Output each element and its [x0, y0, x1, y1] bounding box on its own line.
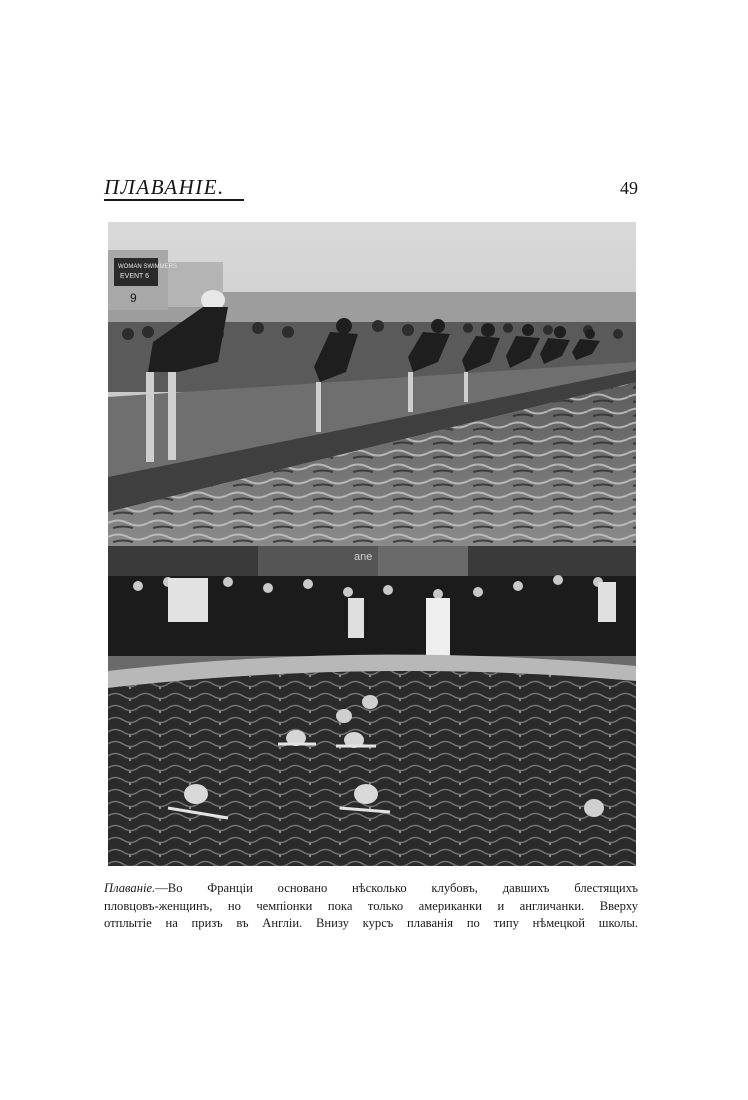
photo-swim-start-image [108, 222, 636, 546]
scoreboard-line-2: EVENT 6 [120, 273, 150, 280]
scoreboard-line-1: WOMAN SWIMMERS [118, 264, 177, 270]
photo-swim-start [108, 222, 636, 546]
photo-swim-course-image [108, 546, 636, 866]
caption-lead: Плаваніе. [104, 881, 156, 895]
scoreboard-digit: 9 [130, 291, 137, 305]
caption-line-2: пловцовъ-женщинъ, но чемпіонки пока только американки и англичанки. Вверху [104, 898, 638, 913]
photo-swim-course [108, 546, 636, 866]
caption-line-1: —Во Франціи основано нѣсколько клубовъ, давшихъ блестящихъ [155, 881, 638, 895]
figure-caption [104, 880, 638, 933]
caption-line-3: отплытіе на призъ въ Англіи. Внизу курсъ плаванія по типу нѣмецкой школы. [104, 916, 638, 930]
title-underline [104, 199, 244, 201]
wall-sign: ane [354, 551, 373, 563]
page-number: 49 [620, 178, 638, 198]
page-title: ПЛАВАНІЕ. [104, 175, 225, 199]
